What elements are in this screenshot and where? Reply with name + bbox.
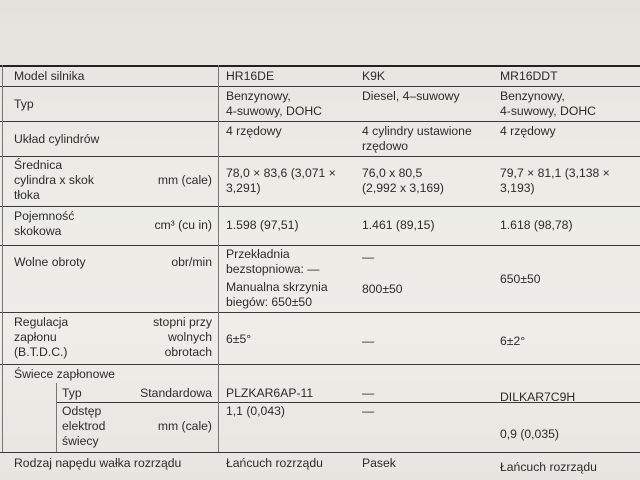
odstep-label-line2: elektrod [62, 419, 106, 433]
pojemnosc-hr16de: 1.598 (97,51) [226, 218, 299, 232]
swiece-typ-unit: Standardowa [140, 386, 212, 400]
srednica-k9k-line2: (2,992 x 3,169) [362, 181, 444, 195]
obroty-hr16de-line2: bezstopniowa: — [226, 262, 320, 276]
srednica-unit: mm (cale) [157, 173, 212, 187]
srednica-label-line3: tłoka [14, 188, 40, 202]
pojemnosc-mr16ddt: 1.618 (98,78) [500, 218, 573, 232]
subcol-separator [56, 383, 57, 452]
regulacja-label-line3: (B.T.D.C.) [14, 345, 68, 359]
odstep-mr16ddt: 0,9 (0,035) [500, 427, 559, 441]
regulacja-unit-line1: stopni przy [153, 315, 212, 329]
srednica-label-line2: cylindra x skok [14, 173, 94, 187]
obroty-hr16de-line4: biegów: 650±50 [226, 295, 312, 309]
odstep-unit: mm (cale) [157, 419, 212, 433]
col-separator [2, 65, 3, 452]
swiece-typ-k9k: — [362, 386, 375, 400]
row-uklad-label: Układ cylindrów [14, 132, 100, 146]
regulacja-mr16ddt: 6±2° [500, 334, 526, 348]
row-rule [0, 206, 640, 207]
pojemnosc-k9k: 1.461 (89,15) [362, 218, 435, 232]
typ-hr16de-line1: Benzynowy, [226, 89, 291, 103]
uklad-hr16de: 4 rzędowy [226, 124, 282, 138]
swiece-typ-hr16de: PLZKAR6AP-11 [226, 386, 314, 400]
row-rule [0, 245, 640, 246]
srednica-mr16ddt-line1: 79,7 × 81,1 (3,138 × [500, 166, 610, 180]
regulacja-label-line2: zapłonu [14, 330, 57, 344]
naped-k9k: Pasek [362, 456, 396, 470]
regulacja-unit-line2: wolnych [167, 330, 212, 344]
swiece-typ-mr16ddt: DILKAR7C9H [500, 390, 576, 404]
odstep-hr16de: 1,1 (0,043) [226, 404, 285, 418]
srednica-hr16de-line2: 3,291) [226, 181, 261, 195]
swiece-typ-label: Typ [62, 386, 82, 400]
uklad-mr16ddt: 4 rzędowy [500, 124, 556, 138]
naped-hr16de: Łańcuch rozrządu [226, 456, 323, 470]
pojemnosc-unit: cm³ (cu in) [154, 218, 212, 232]
typ-mr16ddt-line1: Benzynowy, [500, 89, 565, 103]
row-rule [0, 312, 640, 313]
naped-mr16ddt: Łańcuch rozrządu [500, 460, 597, 474]
uklad-k9k-line2: rzędowo [362, 139, 409, 153]
typ-k9k: Diesel, 4–suwowy [362, 89, 460, 103]
obroty-label: Wolne obroty [14, 255, 86, 269]
row-rule [0, 452, 640, 453]
typ-mr16ddt-line2: 4-suwowy, DOHC [500, 104, 596, 118]
obroty-mr16ddt: 650±50 [500, 272, 541, 286]
table-top-rule [0, 65, 640, 67]
header-mr16ddt: MR16DDT [500, 69, 558, 83]
srednica-k9k-line1: 76,0 x 80,5 [362, 166, 423, 180]
regulacja-hr16de: 6±5° [226, 332, 252, 346]
header-k9k: K9K [362, 69, 386, 83]
regulacja-label-line1: Regulacja [14, 315, 69, 329]
srednica-mr16ddt-line2: 3,193) [500, 181, 535, 195]
row-typ-label: Typ [14, 97, 34, 111]
odstep-label-line3: świecy [62, 434, 99, 448]
header-hr16de: HR16DE [226, 69, 275, 83]
obroty-hr16de-line3: Manualna skrzynia [226, 280, 328, 294]
obroty-k9k-value: 800±50 [362, 282, 403, 296]
row-rule [0, 364, 640, 365]
obroty-k9k-dash: — [362, 250, 375, 264]
row-rule [0, 121, 640, 122]
regulacja-unit-line3: obrotach [164, 345, 212, 359]
header-bottom-rule [0, 86, 640, 87]
odstep-label-line1: Odstęp [62, 404, 102, 418]
swiece-label: Świece zapłonowe [14, 367, 115, 381]
obroty-hr16de-line1: Przekładnia [226, 247, 290, 261]
srednica-hr16de-line1: 78,0 × 83,6 (3,071 × [226, 166, 336, 180]
typ-hr16de-line2: 4-suwowy, DOHC [226, 104, 322, 118]
pojemnosc-label-line2: skokowa [14, 224, 62, 238]
srednica-label-line1: Średnica [14, 158, 63, 172]
row-rule [0, 156, 640, 157]
header-model-label: Model silnika [14, 69, 85, 83]
odstep-k9k: — [362, 404, 375, 418]
regulacja-k9k: — [362, 334, 375, 348]
naped-label: Rodzaj napędu wałka rozrządu [14, 456, 182, 470]
pojemnosc-label-line1: Pojemność [14, 209, 75, 223]
uklad-k9k-line1: 4 cylindry ustawione [362, 124, 472, 138]
col-separator [218, 65, 219, 452]
obroty-unit: obr/min [171, 255, 212, 269]
